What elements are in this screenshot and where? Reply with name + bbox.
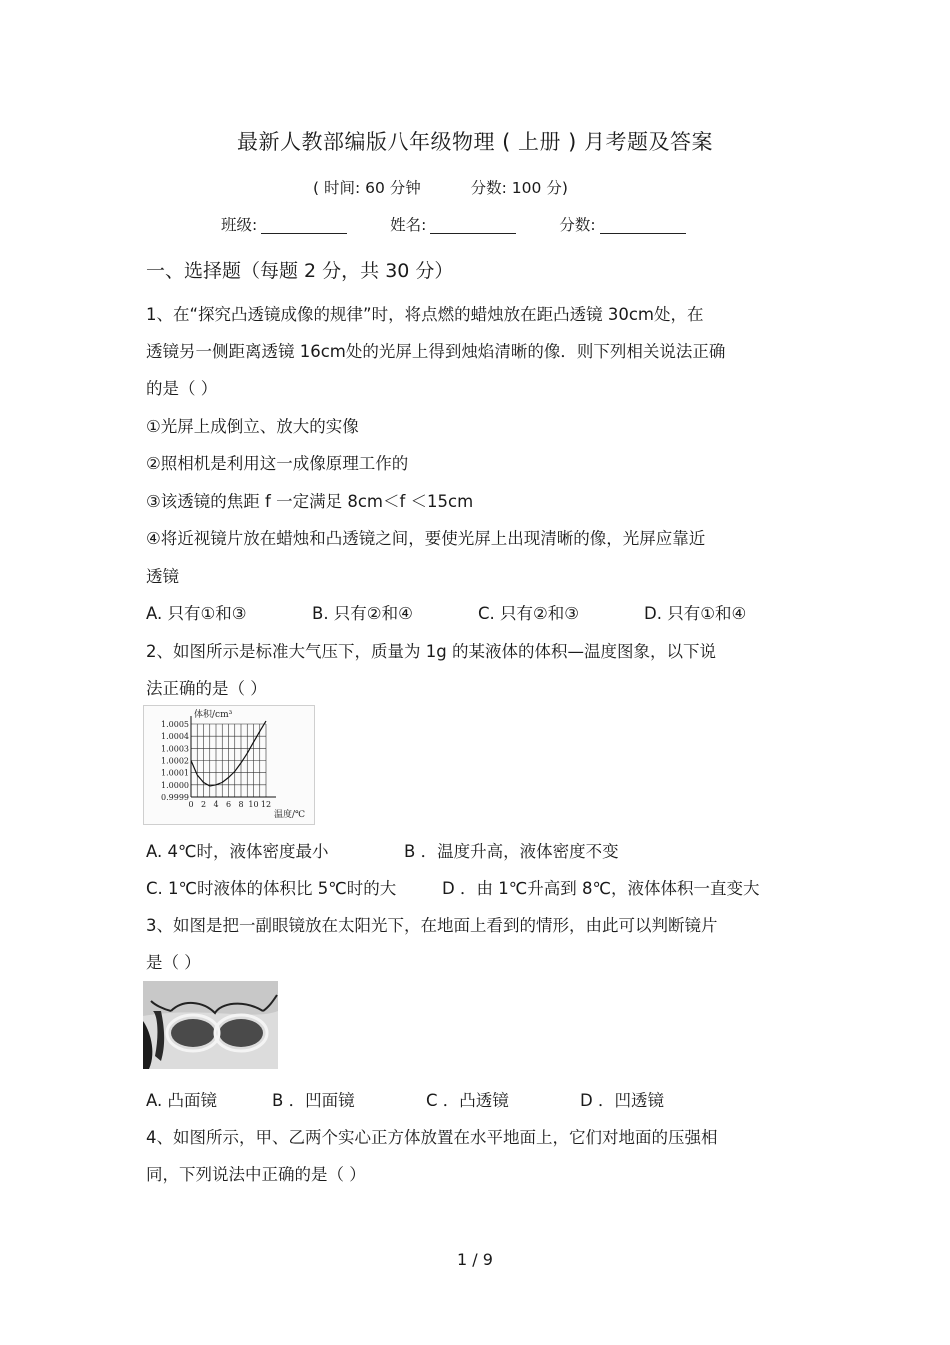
q1-line: 的是（ ） xyxy=(146,379,218,398)
y-tick-label: 1.0000 xyxy=(161,780,189,790)
q1-statement: 透镜 xyxy=(146,567,179,586)
name-field[interactable] xyxy=(390,213,516,235)
q3-option-a[interactable]: A. 凸面镜 xyxy=(146,1091,217,1110)
q1-line: 1、在“探究凸透镜成像的规律”时，将点燃的蜡烛放在距凸透镜 30cm处，在 xyxy=(146,305,704,324)
q1-line: 透镜另一侧距离透镜 16cm处的光屏上得到烛焰清晰的像．则下列相关说法正确 xyxy=(146,342,726,361)
chart-svg xyxy=(144,706,314,824)
x-tick-label: 10 xyxy=(248,800,259,809)
x-tick-label: 4 xyxy=(213,800,219,809)
glasses-image xyxy=(143,981,278,1069)
y-axis-label: 体积/cm³ xyxy=(194,710,233,720)
exam-score: 分数: 100 分) xyxy=(470,179,568,197)
q3-options xyxy=(146,1087,664,1111)
q4-line: 同，下列说法中正确的是（ ） xyxy=(146,1165,366,1184)
name-label: 姓名: xyxy=(390,216,427,234)
q1-statement: ③该透镜的焦距 f 一定满足 8cm＜f ＜15cm xyxy=(146,492,474,511)
q1-options xyxy=(146,600,746,624)
q2-options-row1 xyxy=(146,838,619,862)
q2-line: 2、如图所示是标准大气压下，质量为 1g 的某液体的体积—温度图象，以下说 xyxy=(146,642,716,661)
exam-info xyxy=(313,176,568,198)
q1-option-a[interactable]: A. 只有①和③ xyxy=(146,604,247,623)
x-tick-label: 0 xyxy=(188,800,194,809)
x-tick-label: 12 xyxy=(260,800,272,809)
x-tick-label: 2 xyxy=(200,800,207,809)
q1-option-d[interactable]: D. 只有①和④ xyxy=(644,604,747,623)
q3-option-c[interactable]: C ．凸透镜 xyxy=(426,1091,509,1110)
x-tick-label: 8 xyxy=(238,800,244,809)
q2-line: 法正确的是（ ） xyxy=(146,679,267,698)
y-tick-label: 1.0003 xyxy=(161,744,189,754)
exam-time: ( 时间: 60 分钟 xyxy=(313,179,421,197)
q2-option-a[interactable]: A. 4℃时，液体密度最小 xyxy=(146,842,329,861)
q2-options-row2 xyxy=(146,875,760,899)
x-tick-label: 6 xyxy=(225,800,232,809)
score-label: 分数: xyxy=(559,216,596,234)
q3-option-b[interactable]: B ．凹面镜 xyxy=(272,1091,355,1110)
score-field[interactable] xyxy=(559,213,685,235)
glasses-photo xyxy=(143,981,278,1069)
class-label: 班级: xyxy=(221,216,258,234)
y-tick-label: 1.0002 xyxy=(161,756,189,766)
q2-option-c[interactable]: C. 1℃时液体的体积比 5℃时的大 xyxy=(146,879,397,898)
q1-option-c[interactable]: C. 只有②和③ xyxy=(478,604,580,623)
q2-option-d[interactable]: D ．由 1℃升高到 8℃，液体体积一直变大 xyxy=(442,879,760,898)
q1-statement: ①光屏上成倒立、放大的实像 xyxy=(146,417,359,436)
section-heading: 一、选择题（每题 2 分，共 30 分） xyxy=(146,260,454,282)
student-fields xyxy=(221,213,724,235)
volume-temperature-chart xyxy=(143,705,315,825)
page-title: 最新人教部编版八年级物理 ( 上册 ) 月考题及答案 xyxy=(236,130,714,154)
x-tick-labels xyxy=(188,800,271,809)
y-tick-label: 1.0005 xyxy=(161,720,189,729)
y-tick-label: 0.9999 xyxy=(161,793,189,802)
class-blank[interactable] xyxy=(261,215,347,234)
q4-line: 4、如图所示，甲、乙两个实心正方体放置在水平地面上，它们对地面的压强相 xyxy=(146,1128,718,1147)
page-number: 1 / 9 xyxy=(457,1250,493,1269)
q1-statement: ④将近视镜片放在蜡烛和凸透镜之间，要使光屏上出现清晰的像，光屏应靠近 xyxy=(146,529,706,548)
name-blank[interactable] xyxy=(430,215,516,234)
class-field[interactable] xyxy=(221,213,347,235)
chart-grid xyxy=(191,724,266,797)
y-tick-label: 1.0004 xyxy=(161,732,189,742)
score-blank[interactable] xyxy=(600,215,686,234)
q3-option-d[interactable]: D ．凹透镜 xyxy=(580,1091,664,1110)
q2-option-b[interactable]: B ．温度升高，液体密度不变 xyxy=(404,842,619,861)
y-tick-label: 1.0001 xyxy=(161,768,189,778)
y-tick-labels xyxy=(161,720,189,802)
q1-statement: ②照相机是利用这一成像原理工作的 xyxy=(146,454,409,473)
q1-option-b[interactable]: B. 只有②和④ xyxy=(312,604,413,623)
x-axis-label: 温度/℃ xyxy=(274,810,306,820)
q3-line: 3、如图是把一副眼镜放在太阳光下，在地面上看到的情形，由此可以判断镜片 xyxy=(146,916,718,935)
q3-line: 是（ ） xyxy=(146,953,201,972)
